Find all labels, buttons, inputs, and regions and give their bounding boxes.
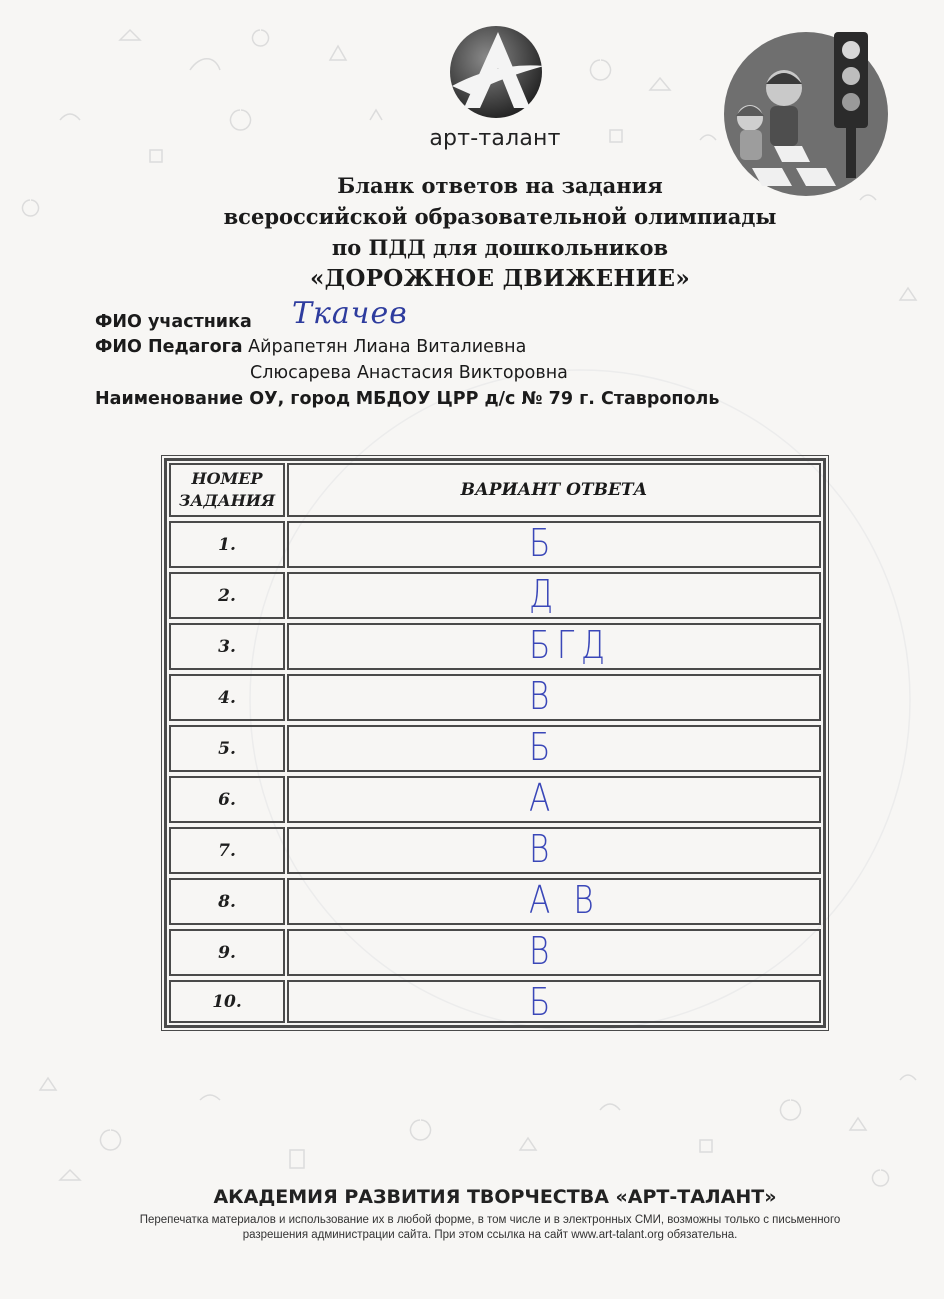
answer-handwritten: Д xyxy=(529,572,560,616)
table-row xyxy=(167,672,823,723)
table-header-row xyxy=(167,461,823,519)
table-row xyxy=(167,621,823,672)
brand-name: арт-талант xyxy=(429,126,561,151)
answer-cell xyxy=(287,725,821,772)
answer-handwritten: БГД xyxy=(529,623,612,667)
answer-cell xyxy=(287,674,821,721)
institution-label: Наименование ОУ, город xyxy=(95,389,351,409)
answer-cell xyxy=(287,827,821,874)
task-number: 4. xyxy=(169,674,285,721)
table-row xyxy=(167,927,823,978)
answer-handwritten: А В xyxy=(529,878,601,922)
header-answer-variant: ВАРИАНТ ОТВЕТА xyxy=(287,463,821,517)
title-line-4: «ДОРОЖНОЕ ДВИЖЕНИЕ» xyxy=(309,265,691,292)
task-number: 10. xyxy=(169,980,285,1023)
task-number: 1. xyxy=(169,521,285,568)
task-number: 3. xyxy=(169,623,285,670)
teacher-row xyxy=(95,337,526,357)
footer-note-line-2: разрешения администрации сайта. При этом ссылка на сайт www.art-talant.org обязательна. xyxy=(242,1229,738,1241)
answer-handwritten: В xyxy=(529,827,556,871)
table-row xyxy=(167,978,823,1025)
answer-handwritten: Б xyxy=(529,521,557,565)
task-number: 8. xyxy=(169,878,285,925)
header-task-number-line-2: ЗАДАНИЯ xyxy=(178,491,276,510)
table-row xyxy=(167,519,823,570)
participant-row xyxy=(95,312,252,332)
header-task-number-line-1: НОМЕР xyxy=(191,469,263,488)
participant-label: ФИО участника xyxy=(95,312,252,332)
table-row xyxy=(167,570,823,621)
participant-name-handwritten: Ткачев xyxy=(292,296,408,331)
answer-cell xyxy=(287,929,821,976)
title-line-3: по ПДД для дошкольников xyxy=(331,235,669,260)
title-line-1: Бланк ответов на задания xyxy=(337,173,663,198)
answer-handwritten: Б xyxy=(529,980,557,1024)
task-number: 9. xyxy=(169,929,285,976)
header-task-number xyxy=(169,463,285,517)
title-line-2: всероссийской образовательной олимпиады xyxy=(223,204,777,229)
art-talant-logo-icon xyxy=(440,22,552,122)
footer-note-line-1: Перепечатка материалов и использование их в любой форме, в том числе и в электронных СМИ, возможны только с письменного xyxy=(139,1214,841,1226)
form-title xyxy=(160,170,840,294)
table-row xyxy=(167,876,823,927)
answer-cell xyxy=(287,980,821,1023)
footer-copyright-note xyxy=(80,1213,900,1243)
teacher-name-1: Айрапетян Лиана Виталиевна xyxy=(248,337,527,357)
teacher-label: ФИО Педагога xyxy=(95,337,243,357)
answer-cell xyxy=(287,521,821,568)
answer-handwritten: А xyxy=(529,776,557,820)
table-row xyxy=(167,723,823,774)
task-number: 7. xyxy=(169,827,285,874)
answer-handwritten: В xyxy=(529,674,556,718)
answer-handwritten: Б xyxy=(529,725,557,769)
answer-cell xyxy=(287,572,821,619)
answer-handwritten: В xyxy=(529,929,556,973)
teacher-row-2 xyxy=(250,363,568,383)
table-row xyxy=(167,825,823,876)
teacher-name-2: Слюсарева Анастасия Викторовна xyxy=(250,363,568,383)
task-number: 6. xyxy=(169,776,285,823)
institution-row xyxy=(95,389,719,409)
footer-academy-title: АКАДЕМИЯ РАЗВИТИЯ ТВОРЧЕСТВА «АРТ-ТАЛАНТ» xyxy=(213,1186,777,1208)
institution-value: МБДОУ ЦРР д/с № 79 г. Ставрополь xyxy=(355,389,720,409)
table-row xyxy=(167,774,823,825)
answer-cell xyxy=(287,623,821,670)
answer-table xyxy=(164,458,826,1028)
answer-cell xyxy=(287,776,821,823)
answer-cell xyxy=(287,878,821,925)
task-number: 5. xyxy=(169,725,285,772)
task-number: 2. xyxy=(169,572,285,619)
